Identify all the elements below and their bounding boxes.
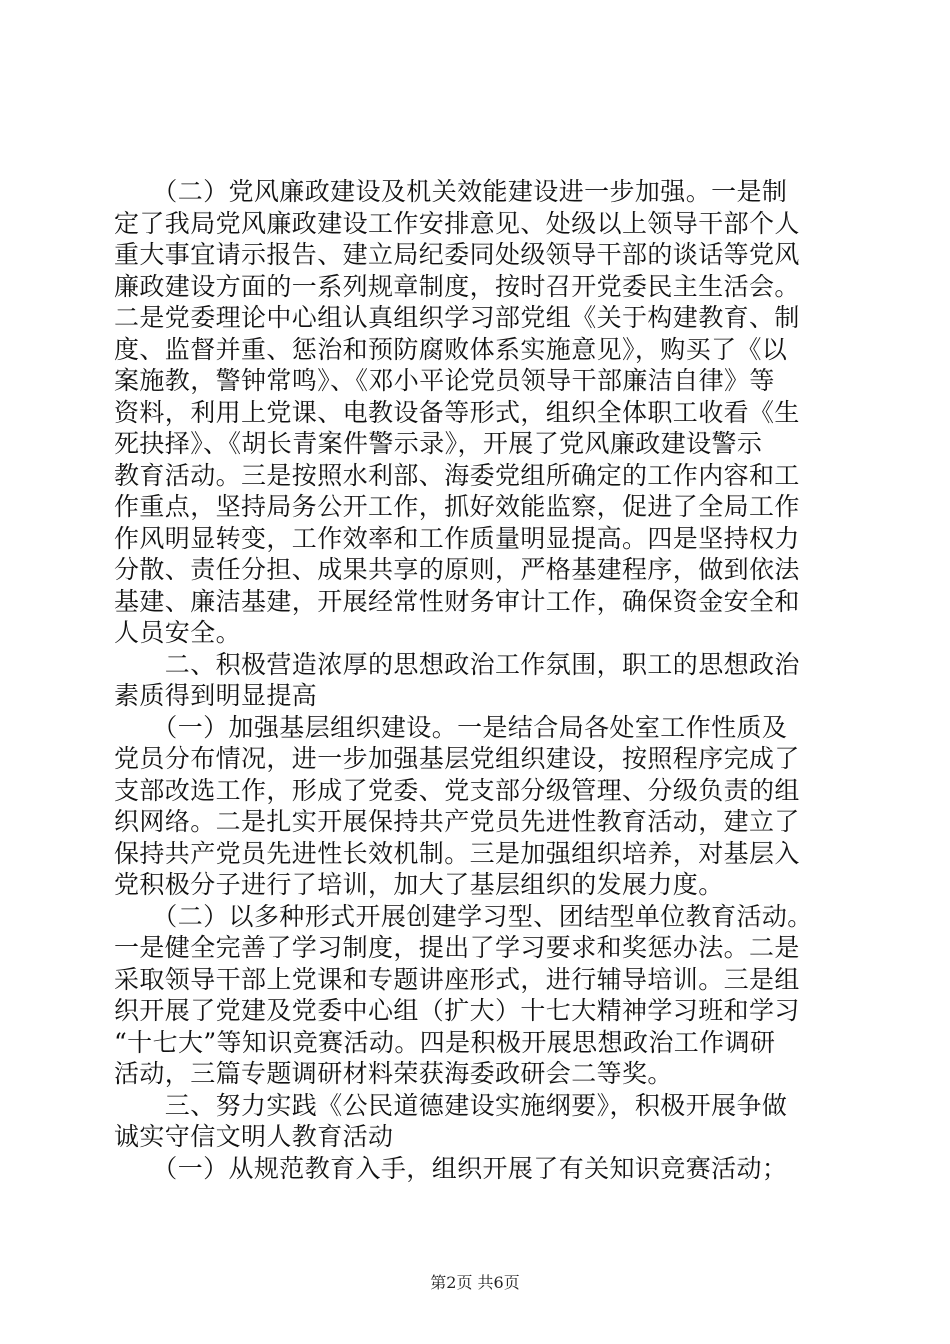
text-line: 织开展了党建及党委中心组（扩大）十七大精神学习班和学习	[114, 996, 800, 1025]
text-line: 党积极分子进行了培训，加大了基层组织的发展力度。	[114, 870, 724, 899]
section-heading-line: 诚实守信文明人教育活动	[114, 1122, 394, 1151]
text-line: 作重点，坚持局务公开工作，抓好效能监察，促进了全局工作	[114, 492, 800, 521]
text-line: 案施教，警钟常鸣》、《邓小平论党员领导干部廉洁自律》等	[114, 366, 775, 395]
text-line: 教育活动。三是按照水利部、海委党组所确定的工作内容和工	[114, 460, 800, 490]
text-line: 死抉择》、《胡长青案件警示录》，开展了党风廉政建设警示	[114, 429, 763, 458]
text-line: 二是党委理论中心组认真组织学习部党组《关于构建教育、制	[114, 303, 800, 332]
section-heading-line: 三、努力实践《公民道德建设实施纲要》，积极开展争做	[114, 1090, 788, 1120]
text-line: （一）加强基层组织建设。一是结合局各处室工作性质及	[114, 712, 788, 742]
text-line: （二）党风廉政建设及机关效能建设进一步加强。一是制	[114, 177, 788, 206]
text-line: 资料，利用上党课、电教设备等形式，组织全体职工收看《生	[114, 397, 800, 427]
section-heading-line: 二、积极营造浓厚的思想政治工作氛围，职工的思想政治	[114, 649, 800, 679]
text-line: （一）从规范教育入手，组织开展了有关知识竞赛活动；	[114, 1153, 788, 1183]
text-line: 重大事宜请示报告、建立局纪委同处级领导干部的谈话等党风	[114, 240, 800, 269]
text-line: 支部改选工作，形成了党委、党支部分级管理、分级负责的组	[114, 775, 800, 805]
text-line: 人员安全。	[114, 618, 242, 647]
text-line: 基建、廉洁基建，开展经常性财务审计工作，确保资金安全和	[114, 586, 800, 616]
section-heading-line: 素质得到明显提高	[114, 681, 318, 710]
page-number-footer: 第2页 共6页	[430, 1273, 520, 1292]
text-line: （二）以多种形式开展创建学习型、团结型单位教育活动。	[114, 901, 813, 931]
text-line: 定了我局党风廉政建设工作安排意见、处级以上领导干部个人	[114, 208, 800, 238]
text-line: 作风明显转变，工作效率和工作质量明显提高。四是坚持权力	[114, 523, 800, 553]
text-line: “十七大”等知识竞赛活动。四是积极开展思想政治工作调研	[114, 1027, 776, 1057]
text-line: 度、监督并重、惩治和预防腐败体系实施意见》，购买了《以	[114, 334, 788, 364]
text-line: 分散、责任分担、成果共享的原则，严格基建程序，做到依法	[114, 555, 800, 584]
document-body	[114, 176, 834, 1184]
text-line: 活动，三篇专题调研材料荣获海委政研会二等奖。	[114, 1059, 673, 1088]
text-line: 保持共产党员先进性长效机制。三是加强组织培养，对基层入	[114, 838, 800, 868]
text-line: 党员分布情况，进一步加强基层党组织建设，按照程序完成了	[114, 744, 800, 773]
text-line: 织网络。二是扎实开展保持共产党员先进性教育活动，建立了	[114, 807, 800, 836]
text-line: 一是健全完善了学习制度，提出了学习要求和奖惩办法。二是	[114, 933, 800, 962]
text-line: 采取领导干部上党课和专题讲座形式，进行辅导培训。三是组	[114, 964, 800, 994]
text-line: 廉政建设方面的一系列规章制度，按时召开党委民主生活会。	[114, 271, 800, 301]
